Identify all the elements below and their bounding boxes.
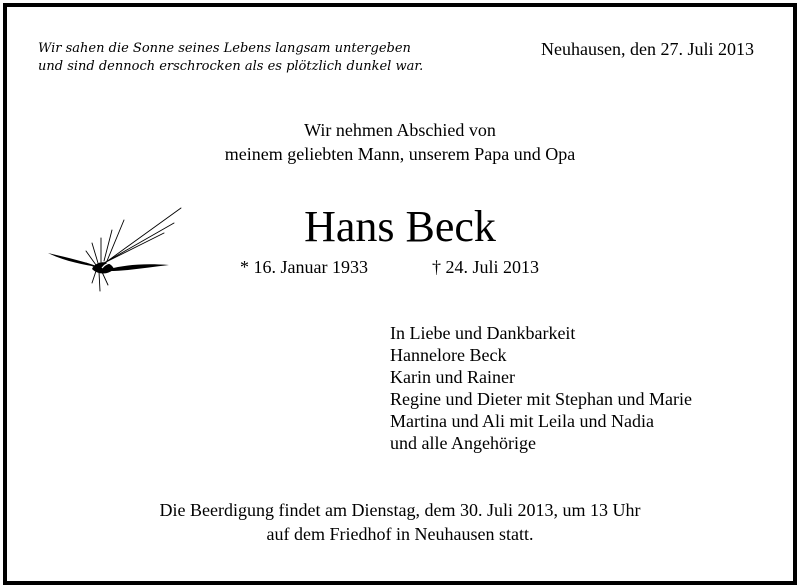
mourner-line: und alle Angehörige bbox=[390, 433, 536, 453]
mourner-line: Hannelore Beck bbox=[390, 345, 507, 365]
funeral-line-2: auf dem Friedhof in Neuhausen statt. bbox=[266, 524, 534, 544]
motto-line-1: Wir sahen die Sonne seines Lebens langsam untergeben bbox=[38, 41, 411, 56]
funeral-line-1: Die Beerdigung findet am Dienstag, dem 30. Juli 2013, um 13 Uhr bbox=[159, 500, 641, 520]
motto-line-2: und sind dennoch erschrocken als es plötzlich dunkel war. bbox=[38, 59, 424, 74]
mourner-line: Martina und Ali mit Leila und Nadia bbox=[390, 411, 654, 431]
motto-quote bbox=[38, 40, 423, 76]
farewell-line-1: Wir nehmen Abschied von bbox=[304, 120, 496, 140]
mourner-line: In Liebe und Dankbarkeit bbox=[390, 323, 576, 343]
farewell-text bbox=[0, 118, 800, 166]
funeral-info bbox=[0, 498, 800, 546]
death-date: † 24. Juli 2013 bbox=[432, 257, 540, 277]
deceased-name: Hans Beck bbox=[304, 202, 496, 251]
farewell-line-2: meinem geliebten Mann, unserem Papa und Opa bbox=[224, 144, 576, 164]
mourner-line: Regine und Dieter mit Stephan und Marie bbox=[390, 389, 692, 409]
mourner-line: Karin und Rainer bbox=[390, 367, 515, 387]
mourners-list bbox=[390, 322, 692, 454]
place-date: Neuhausen, den 27. Juli 2013 bbox=[541, 39, 754, 59]
birth-date: * 16. Januar 1933 bbox=[240, 257, 368, 277]
